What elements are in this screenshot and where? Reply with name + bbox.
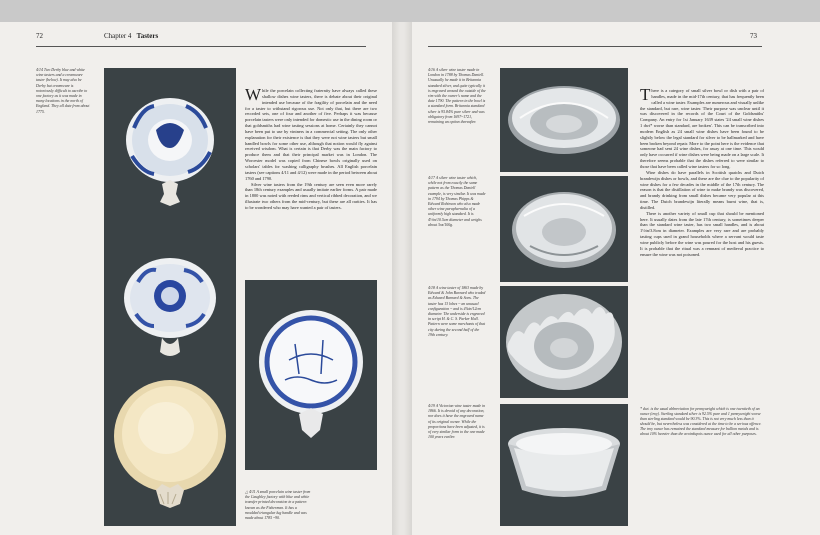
paragraph-right-2: Wine dishes do have parallels in Scottish quaichs and Dutch brandewijn dishes or bowls, and these are the clue to the popularity of wine dishes for a few decades in the middle of the 17th century. The reason is that the distillation of wine to make brandy was discovered, and brandy drinking from small dishes became very popular at this time. The Dutch brandewijn literally means burnt wine, that is, distilled. — [640, 169, 764, 210]
left-page — [0, 22, 392, 535]
dropcap-left: W — [245, 85, 262, 104]
caption-4-14: 4/14 Two Derby blue and white wine tasters and a creamware taster (below). It may also be Derby but creamware is notoriously difficult to ascribe to one factory as it was made in many locations in the north of England. They all date from about 1775. — [36, 68, 90, 114]
caption-4-16: 4/16 A silver wine taster made in London in 1788 by Thomas Daniell. Unusually he made it in Britannia standard silver, and quite typically it is engraved around the outside of the rim with the owner's name and the date 1790. The pattern in the bowl is a standard form. Britannia standard silver is 95.84% pure silver and was obligatory from 1697~1721, remaining an option thereafter. — [428, 68, 486, 125]
paragraph-left-2: Silver wine tasters from the 19th century are seen even more rarely than 18th century examples and usually imitate earlier forms. A pair made in 1800 was noted with reeded rims and vertical ribbed decoration, and we illustrate two others from the mid-century, but these are all rarities. It has to be wondered who may have wanted a pair of tasters. — [245, 181, 377, 210]
caption-4-11: △ 4/11 A small porcelain wine taster from the Caughley factory with blue and white transfer printed decoration in a pattern known as the Fisherman. It has a moulded triangular lug handle and was made about 1785 ~90. — [245, 490, 311, 521]
page-number-left: 72 — [36, 32, 43, 40]
photo-4-18 — [500, 286, 628, 398]
chapter-header — [104, 32, 158, 40]
blue-white-taster-image-1 — [126, 98, 214, 206]
dropcap-right: T — [640, 85, 651, 104]
body-text-right — [640, 85, 764, 257]
photo-4-19 — [500, 404, 628, 526]
chapter-title: Tasters — [136, 32, 159, 40]
caption-4-19: 4/19 A Victorian wine taster made in 1866. It is devoid of any decoration, nor does it have the engraved name of its original owner. While the proportions have been adjusted, it is of very similar form to the one made 100 years earlier. — [428, 404, 486, 440]
photo-4-16 — [500, 68, 628, 172]
photo-caughley-taster — [245, 280, 377, 470]
caption-4-17: 4/17 A silver wine taster which, while not from exactly the same pattern as the Thomas Daniell example, is very similar. It was made in 1794 by Thomas Phipps & Edward Robinson who also made other wine paraphernalia of a uniformly high standard. It is 4½in/10.5cm diameter and weighs about 3oz/100g. — [428, 176, 486, 227]
paragraph-right-1: here is a category of small silver bowl or dish with a pair of handles, made in the mid-17th century, that has frequently been called a wine taster. Examples are numerous and visually unlike the standard, but rare, wine taster. Their purpose was unclear until it was discovered in the records of the Court of the Goldsmiths' Company. An entry for 1st January 1639 states '24 small wine dishes 1 dwt* worse than standard, are broken'. This can be transcribed into modern English as 24 small wine dishes have been found to be slightly below the legal standard for silver to be hallmarked and have been broken beyond repair. More to the point here is the evidence that someone had sent 24 wine dishes, for assay at one time. This would only have occurred if wine dishes were being made on a large scale. It therefore seems probable that the dishes referred to were similar to those that have been called wine tasters for so long. — [640, 88, 764, 169]
paragraph-right-3: There is another variety of small cup that should be mentioned here. It usually dates from the late 17th century, is sometimes deeper than the standard wine taster, has two small handles, and is about 1½in/3.8cm in diameter. Examples are very rare and are probably tasting cups used in grand households where a servant would taste wine publicly before the wine was poured for the host and his guests. It is probable that the ritual was a remnant of medieval practice to ensure the wine was not poisoned. — [640, 210, 764, 257]
footnote: * dwt. is the usual abbreviation for pennyweight which is one twentieth of an ounce (troy). Sterling standard silver is 92.5% pure and 1 pennyweight worse than sterling standard would be 90.3%. This is not very much less than it should be, but nevertheless was considered at the time to be a serious offence. The troy ounce has remained the standard measure for bullion metals and is about 10% heavier than the avoirdupois ounce used for all other purposes. — [640, 407, 762, 437]
body-text-left — [245, 85, 377, 211]
header-rule-right — [428, 46, 762, 47]
header-rule — [36, 46, 366, 47]
page-number-right: 73 — [750, 32, 757, 40]
right-page — [412, 22, 820, 535]
blue-white-taster-image-2 — [124, 258, 216, 356]
caption-4-18: 4/18 A wine taster of 1863 made by Edward & John Barnard who traded as Edward Barnard & Sons. The taster has 13 lobes ~ an unusual configuration ~ and is 4⅛in/12cm diameter. The underside is engraved in script H. & C. S. Parker Hall. Pattern were some merchants of that city during the second half of the 19th century. — [428, 286, 486, 337]
book-gutter — [392, 22, 412, 535]
paragraph-left-1: hile the porcelain collecting fraternity have always called these shallow dishes wine tasters, there is debate about their original intended use because of the fragility of porcelain and the need for a taster to withstand rigorous use. Not only that, but there are two recorded sets, one of four and another of five. Perhaps it was because porcelain tasters were only intended for domestic use in the dining room or that goldsmiths had wine tasting sessions at home. Certainly they cannot have been put to use by vintners in a commercial setting. The only other explanation for their existence is that they were not wine tasters but small handled bowls for some other use, although that notion would fly against received wisdom. What is certain is that Derby was the main factory to produce them and that their principal market was in London. The Worcester model was copied from Chinese bowls originally used on scholars' tables for washing calligraphy brushes. All English porcelain tasters (see captions 4/11 and 4/12) were made in the period between about 1760 and 1790. — [245, 88, 377, 181]
chapter-label: Chapter 4 — [104, 32, 132, 40]
photo-derby-tasters — [104, 68, 236, 526]
photo-4-17 — [500, 176, 628, 282]
creamware-taster-image — [114, 380, 226, 508]
